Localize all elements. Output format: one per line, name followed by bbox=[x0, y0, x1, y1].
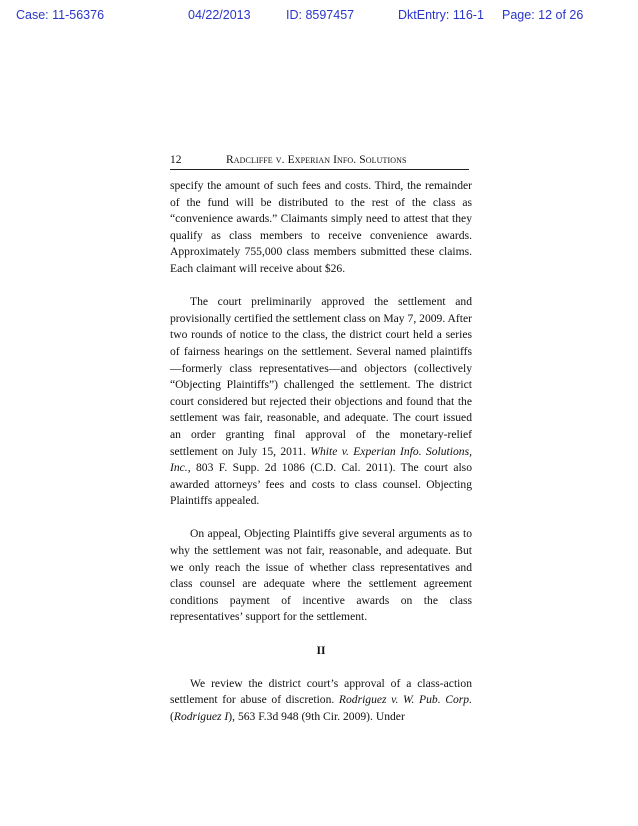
paragraph-4-text-a: We review the district court’s approval of a class-action settlement for abuse of discretion. bbox=[170, 676, 472, 707]
citation-rodriguez-v-w-pub: Rodriguez v. W. Pub. Corp. bbox=[338, 693, 472, 707]
paragraph-1: specify the amount of such fees and costs. Third, the remainder of the fund will be distributed to the rest of the class as “convenience awards.” Claimants simply need to attest that they qualify as class members to receive convenience awards. Approximately 755,000 class members submitted these claims. Each claimant will receive about $26. bbox=[170, 179, 472, 275]
citation-white-v-experian: White v. Experian Info. Solutions, Inc. bbox=[170, 444, 472, 475]
paragraph-2-text-b: , 803 F. Supp. 2d 1086 (C.D. Cal. 2011). The court also awarded attorneys’ fees and costs to class counsel. Objecting Plaintiffs appealed. bbox=[170, 461, 472, 508]
filing-date: 04/22/2013 bbox=[188, 8, 251, 22]
section-heading: II bbox=[316, 643, 326, 657]
docket-entry: DktEntry: 116-1 bbox=[398, 8, 484, 22]
case-caption: Radcliffe v. Experian Info. Solutions bbox=[226, 154, 407, 166]
paragraph-4-text-b: ( bbox=[170, 710, 174, 723]
citation-short-name: Rodriguez I bbox=[173, 710, 229, 723]
document-id: ID: 8597457 bbox=[286, 8, 355, 22]
running-head bbox=[170, 153, 469, 170]
paragraph-4 bbox=[170, 676, 472, 726]
case-number: Case: 11-56376 bbox=[16, 8, 105, 22]
ecf-filing-header bbox=[16, 8, 622, 24]
paragraph-2-text-a: The court preliminarily approved the settlement and provisionally certified the settlement class on May 7, 2009. After two rounds of notice to the class, the district court held a series of fairness hearings on the settlement. Several named plaintiffs—formerly class representatives—and objectors (collectively “Objecting Plaintiffs”) challenged the settlement. The district court considered but rejected their objections and found that the settlement was fair, reasonable, and adequate. The court issued an order granting final approval of the monetary-relief settlement on July 15, 2011. bbox=[170, 295, 472, 458]
page-count: Page: 12 of 26 bbox=[502, 8, 584, 22]
page-number: 12 bbox=[170, 154, 182, 166]
paragraph-3: On appeal, Objecting Plaintiffs give several arguments as to why the settlement was not fair, reasonable, and adequate. But we only reach the issue of whether class representatives and class counsel are adequate where the settlement agreement conditions payment of incentive awards on the class representatives’ support for the settlement. bbox=[170, 527, 472, 624]
paragraph-2 bbox=[170, 294, 472, 510]
opinion-body bbox=[170, 178, 472, 742]
paragraph-4-text-c: ), 563 F.3d 948 (9th Cir. 2009). Under bbox=[228, 710, 405, 723]
